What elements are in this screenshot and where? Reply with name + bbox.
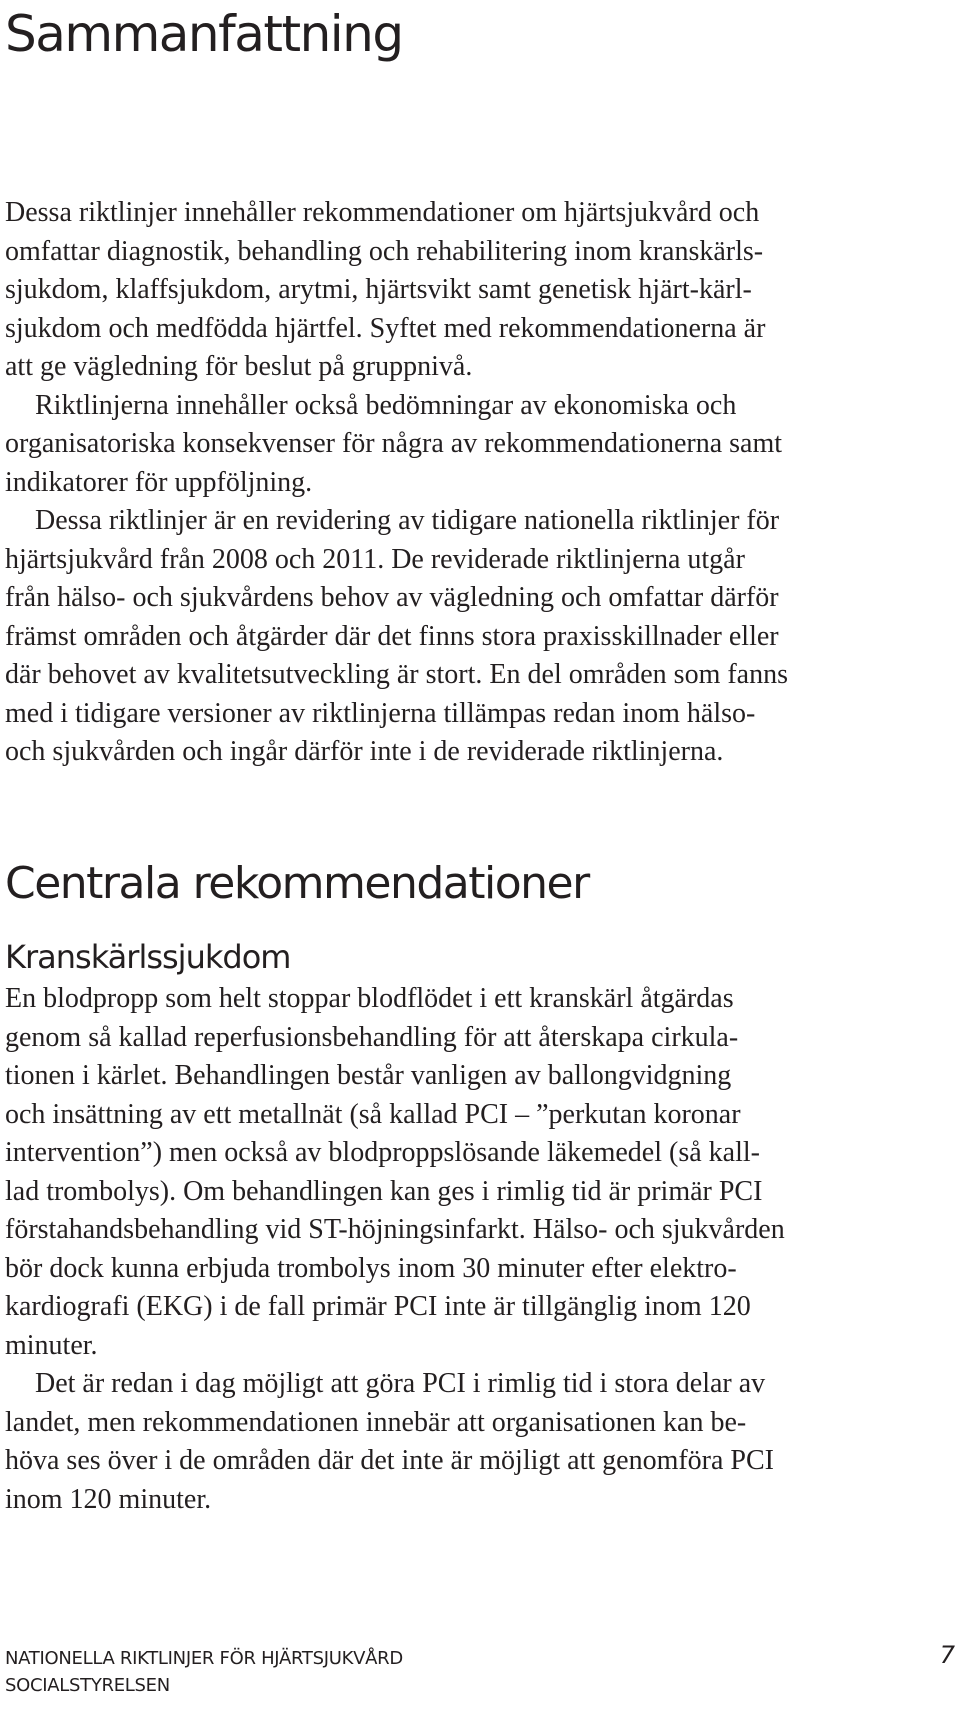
text-line: och insättning av ett metallnät (så kallad PCI – ”perkutan koronar — [5, 1098, 741, 1130]
text-line: intervention”) men också av blodproppslösande läkemedel (så kall- — [5, 1137, 760, 1168]
text-line: Dessa riktlinjer innehåller rekommendationer om hjärtsjukvård och — [5, 197, 760, 228]
text-line: tionen i kärlet. Behandlingen består vanligen av ballongvidgning — [5, 1060, 732, 1091]
text-line: kardiografi (EKG) i de fall primär PCI inte är tillgänglig inom 120 — [5, 1291, 751, 1322]
text-line: sjukdom, klaffsjukdom, arytmi, hjärtsvikt samt genetisk hjärt-kärl- — [5, 274, 752, 305]
text-line: hjärtsjukvård från 2008 och 2011. De reviderade riktlinjerna utgår — [5, 543, 745, 575]
text-line: Riktlinjerna innehåller också bedömningar av ekonomiska och — [35, 389, 737, 421]
text-line: genom så kallad reperfusionsbehandling för att återskapa cirkula- — [5, 1021, 739, 1053]
text-line: lad trombolys). Om behandlingen kan ges i rimlig tid är primär PCI — [5, 1175, 763, 1207]
footer-publication-title: NATIONELLA RIKTLINJER FÖR HJÄRTSJUKVÅRD — [5, 1648, 403, 1669]
text-line: indikatorer för uppföljning. — [5, 466, 313, 498]
text-line: från hälso- och sjukvårdens behov av vägledning och omfattar därför — [5, 582, 779, 613]
footer-publisher: SOCIALSTYRELSEN — [5, 1675, 170, 1696]
page-number: 7 — [939, 1641, 955, 1669]
text-line: främst områden och åtgärder där det finns stora praxisskillnader eller — [5, 620, 779, 652]
summary-paragraphs — [5, 194, 960, 772]
text-line: och sjukvården och ingår därför inte i de reviderade riktlinjerna. — [5, 736, 724, 767]
text-line: där behovet av kvalitetsutveckling är stort. En del områden som fanns — [5, 659, 789, 690]
text-line: med i tidigare versioner av riktlinjerna tillämpas redan inom hälso- — [5, 697, 756, 729]
kranskarlssjukdom-paragraphs — [5, 980, 960, 1519]
text-line: sjukdom och medfödda hjärtfel. Syftet med rekommendationerna är — [5, 312, 766, 344]
section-heading: Centrala rekommendationer — [5, 858, 589, 909]
text-line: bör dock kunna erbjuda trombolys inom 30 minuter efter elektro- — [5, 1252, 737, 1284]
text-line: höva ses över i de områden där det inte är möjligt att genomföra PCI — [5, 1445, 775, 1476]
footer — [5, 1645, 403, 1699]
text-line: minuter. — [5, 1329, 98, 1361]
text-line: organisatoriska konsekvenser för några av rekommendationerna samt — [5, 428, 782, 459]
text-line: Dessa riktlinjer är en revidering av tidigare nationella riktlinjer för — [35, 505, 780, 536]
text-line: inom 120 minuter. — [5, 1483, 212, 1515]
text-line: att ge vägledning för beslut på gruppnivå. — [5, 351, 473, 382]
text-line: En blodpropp som helt stoppar blodflödet i ett kranskärl åtgärdas — [5, 983, 734, 1014]
subsection-heading: Kranskärlssjukdom — [5, 938, 291, 976]
text-line: Det är redan i dag möjligt att göra PCI i rimlig tid i stora delar av — [35, 1368, 766, 1399]
text-line: förstahandsbehandling vid ST-höjningsinfarkt. Hälso- och sjukvården — [5, 1214, 785, 1245]
text-line: omfattar diagnostik, behandling och rehabilitering inom kranskärls- — [5, 235, 764, 267]
text-line: landet, men rekommendationen innebär att organisationen kan be- — [5, 1406, 747, 1438]
page-title: Sammanfattning — [5, 5, 403, 63]
